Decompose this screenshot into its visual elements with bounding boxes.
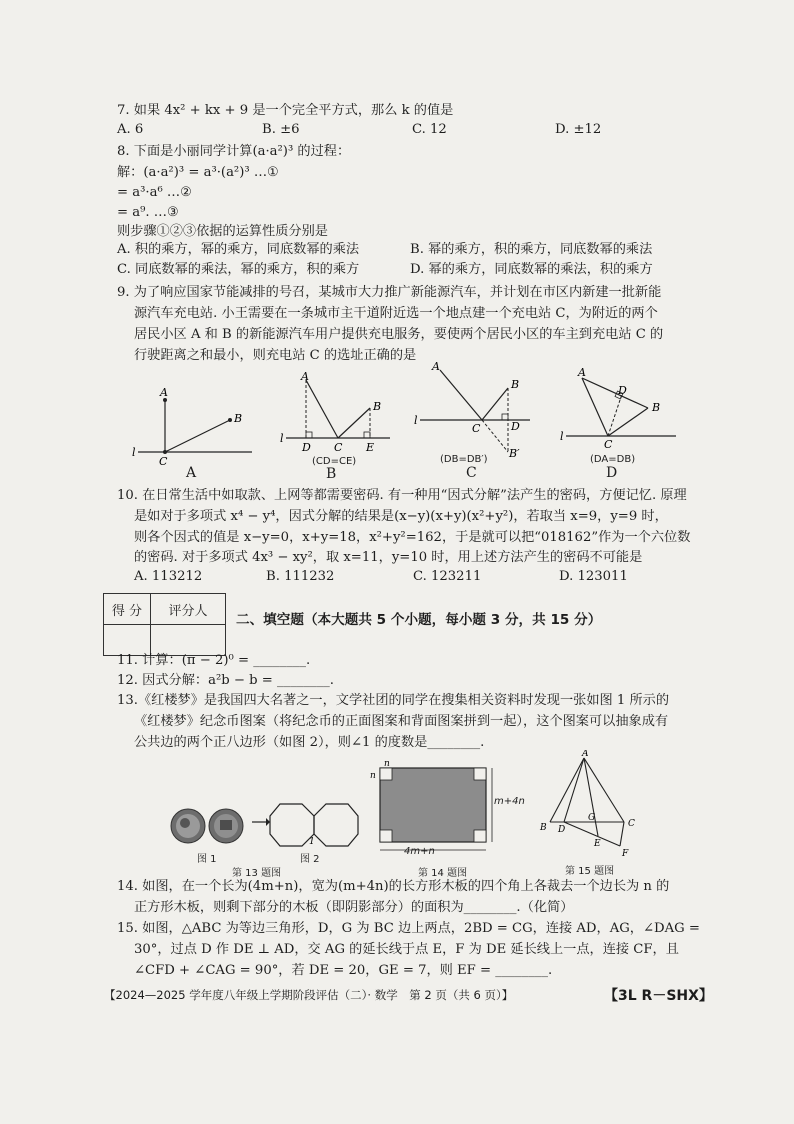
q9-line-3: 居民小区 A 和 B 的新能源汽车用户提供充电服务，要使两个居民小区的车主到充电站 C 的 — [134, 327, 664, 342]
q9c-label-a: A — [432, 360, 440, 373]
q9a-label-l: l — [132, 446, 136, 459]
fig13-caption-1: 图 1 — [197, 854, 217, 865]
q9-figure-d — [560, 368, 680, 458]
q9b-label-l: l — [280, 432, 284, 445]
fig13-caption-2: 图 2 — [300, 854, 320, 865]
q15-line-2: 30°，过点 D 作 DE ⊥ AD，交 AG 的延长线于点 E，F 为 DE 延长线上一点，连接 CF，且 — [134, 942, 679, 957]
q13-line-1: 13.《红楼梦》是我国四大名著之一，文学社团的同学在搜集相关资料时发现一张如图 1 所示的 — [117, 693, 670, 708]
q7-option-b: B. ±6 — [262, 122, 300, 137]
fig14-board — [362, 758, 522, 858]
fig14-n-top: n — [384, 759, 390, 769]
q9d-label-b: B — [652, 401, 661, 414]
q8-option-d: D. 幂的乘方，同底数幂的乘法，积的乘方 — [410, 262, 653, 277]
q10-line-1: 10. 在日常生活中如取款、上网等都需要密码. 有一种用“因式分解”法产生的密码，方便记忆. 原理 — [117, 488, 687, 503]
q9b-label-b: B — [373, 400, 382, 413]
q10-line-4: 的密码. 对于多项式 4x³ − xy²，取 x=11，y=10 时，用上述方法产生的密码不可能是 — [134, 550, 643, 565]
fig14-n-left: n — [370, 771, 376, 781]
q9d-label-l: l — [560, 430, 564, 443]
q9-caption-b: B — [326, 466, 337, 482]
q13-line-3: 公共边的两个正八边形（如图 2），则∠1 的度数是________. — [134, 735, 485, 750]
q9-line-2: 源汽车充电站. 小王需要在一条城市主干道附近选一个地点建一个充电站 C，为附近的两个 — [134, 306, 658, 321]
q8-option-a: A. 积的乘方，幂的乘方，同底数幂的乘法 — [117, 242, 360, 257]
q9-caption-c: C — [466, 465, 477, 481]
q9c-label-c: C — [472, 422, 481, 435]
q15-line-3: ∠CFD + ∠CAG = 90°，若 DE = 20，GE = 7，则 EF = ________. — [134, 963, 553, 978]
fig15-label-d: D — [558, 825, 566, 835]
footer-code: 【3L R－SHX】 — [604, 988, 713, 1004]
q9-caption-d: D — [606, 465, 618, 481]
q9b-label-c: C — [334, 441, 343, 454]
q9-caption-a: A — [186, 465, 197, 481]
q9-line-1: 9. 为了响应国家节能减排的号召，某城市大力推广新能源汽车，并计划在市区内新建一批新能 — [117, 285, 662, 300]
fig15-title: 第 15 题图 — [565, 866, 615, 877]
q7-option-a: A. 6 — [117, 122, 144, 137]
q9d-label-d: D — [618, 384, 627, 397]
q9c-label-l: l — [414, 414, 418, 427]
footer-text: 【2024—2025 学年度八年级上学期阶段评估（二）· 数学 第 2 页（共 6 页）】 — [104, 988, 514, 1002]
q10-option-c: C. 123211 — [413, 569, 482, 584]
fig13-angle-label: 1 — [309, 837, 315, 847]
fig15-label-g: G — [588, 813, 596, 823]
q12: 12. 因式分解：a²b − b = ________. — [117, 673, 334, 688]
grader-label: 评分人 — [151, 594, 226, 625]
q9-figure-c — [410, 360, 535, 465]
fig15-triangle — [536, 750, 646, 862]
fig13-octagons — [268, 802, 360, 848]
q14-line-2: 正方形木板，则剩下部分的木板（即阴影部分）的面积为________.（化简） — [134, 900, 574, 915]
fig14-height-label: m+4n — [494, 796, 525, 807]
score-label: 得 分 — [104, 594, 151, 625]
q10-option-a: A. 113212 — [134, 569, 203, 584]
q14-line-1: 14. 如图，在一个长为(4m+n)，宽为(m+4n)的长方形木板的四个角上各裁去一个边长为 n 的 — [117, 879, 670, 894]
fig15-label-f: F — [622, 849, 629, 859]
q9b-label-a: A — [301, 372, 309, 383]
q9b-label-d: D — [302, 441, 311, 454]
q8-ask: 则步骤①②③依据的运算性质分别是 — [117, 224, 328, 239]
q9a-label-c: C — [159, 455, 168, 468]
q8-option-c: C. 同底数幂的乘法，幂的乘方，积的乘方 — [117, 262, 360, 277]
q9a-label-a: A — [160, 386, 168, 399]
q9c-label-b: B — [511, 378, 520, 391]
q8-option-b: B. 幂的乘方，积的乘方，同底数幂的乘法 — [410, 242, 653, 257]
q9b-label-e: E — [366, 441, 375, 454]
q15-line-1: 15. 如图，△ABC 为等边三角形，D，G 为 BC 边上两点，2BD = CG，连接 AD，AG，∠DAG = — [117, 921, 700, 936]
q11: 11. 计算：(π − 2)⁰ = ________. — [117, 653, 311, 668]
q10-line-3: 则各个因式的值是 x−y=0，x+y=18，x²+y²=162，于是就可以把“018162”作为一个六位数 — [134, 530, 691, 545]
q9-figure-a — [130, 372, 260, 480]
q9c-label-bp: B′ — [509, 447, 520, 460]
fig15-label-c: C — [628, 819, 635, 829]
fig14-title: 第 14 题图 — [418, 868, 468, 879]
q10-option-d: D. 123011 — [559, 569, 628, 584]
score-cell[interactable] — [104, 625, 151, 656]
q9d-label-a: A — [578, 368, 586, 379]
q9d-label-c: C — [604, 438, 613, 451]
q9-note-d: (DA=DB) — [590, 454, 636, 465]
grader-cell[interactable] — [151, 625, 226, 656]
q8-step-2: = a³·a⁶ …② — [117, 185, 192, 200]
q10-option-b: B. 111232 — [266, 569, 335, 584]
q7-stem: 7. 如果 4x² + kx + 9 是一个完全平方式，那么 k 的值是 — [117, 103, 454, 118]
fig15-label-a: A — [582, 750, 589, 759]
fig15-label-e: E — [594, 839, 601, 849]
section2-title: 二、填空题（本大题共 5 个小题，每小题 3 分，共 15 分） — [236, 612, 602, 628]
q9-note-c: (DB=DB′) — [440, 454, 488, 465]
fig13-title: 第 13 题图 — [232, 868, 282, 879]
q8-step-1: 解：(a·a²)³ = a³·(a²)³ …① — [117, 165, 279, 180]
q9c-label-d: D — [511, 420, 520, 433]
q10-line-2: 是如对于多项式 x⁴ − y⁴，因式分解的结果是(x−y)(x+y)(x²+y²)，若取当 x=9，y=9 时， — [134, 509, 668, 524]
q9-line-4: 行驶距离之和最小，则充电站 C 的选址正确的是 — [134, 348, 417, 363]
fig14-width-label: 4m+n — [404, 846, 435, 857]
q8-step-3: = a⁹. …③ — [117, 205, 179, 220]
fig15-label-b: B — [540, 823, 547, 833]
score-table — [103, 593, 226, 656]
q7-option-d: D. ±12 — [555, 122, 602, 137]
q8-stem: 8. 下面是小丽同学计算(a·a²)³ 的过程： — [117, 144, 351, 159]
q13-line-2: 《红楼梦》纪念币图案（将纪念币的正面图案和背面图案拼到一起），这个图案可以抽象成有 — [134, 714, 669, 729]
q7-option-c: C. 12 — [412, 122, 447, 137]
fig13-coins — [168, 806, 250, 846]
q9-note-b: (CD=CE) — [312, 456, 357, 467]
q9a-label-b: B — [234, 412, 243, 425]
